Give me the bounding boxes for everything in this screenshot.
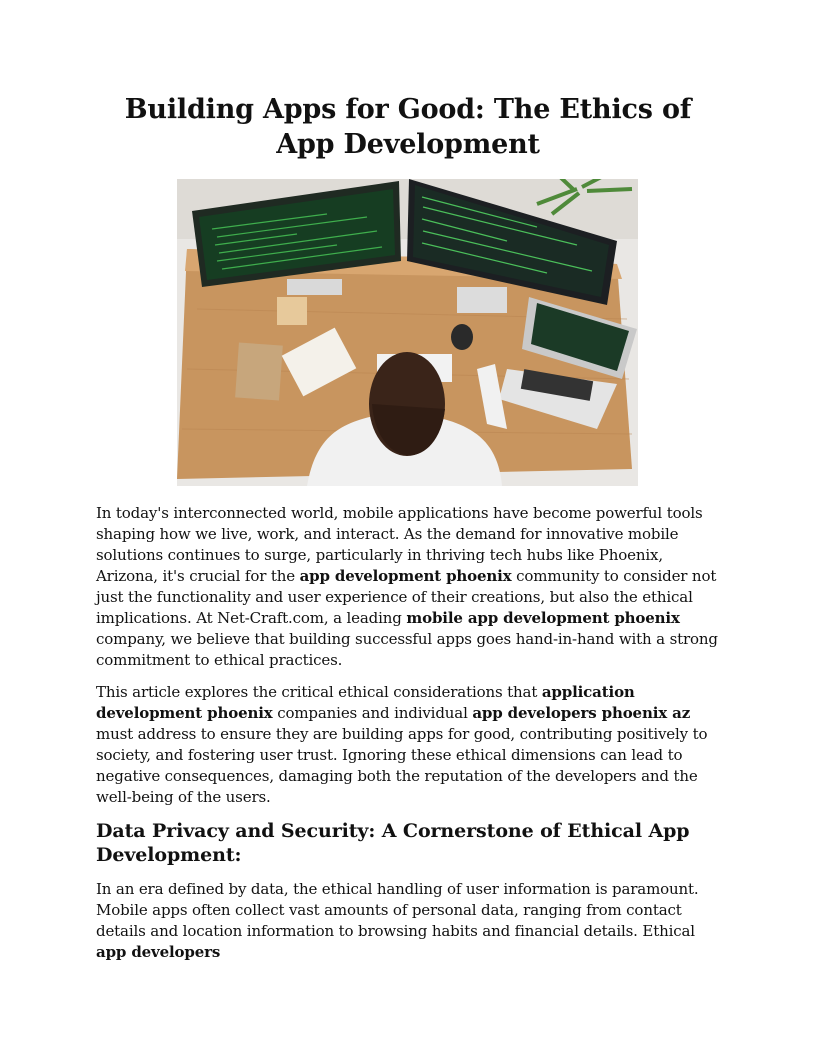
keyword-mobile-app-development-phoenix: mobile app development phoenix <box>406 609 680 627</box>
data-privacy-paragraph: In an era defined by data, the ethical handling of user information is paramount. Mobile apps often collect vast amounts of personal data, ranging from contact details and location information to browsing habits and financial details. Ethical app developers <box>96 880 699 961</box>
keyword-app-developers-phoenix-az: app developers phoenix az <box>472 704 691 722</box>
article-body <box>96 503 720 974</box>
section-heading-data-privacy: Data Privacy and Security: A Cornerstone of Ethical App Development: <box>96 820 690 866</box>
article-title: Building Apps for Good: The Ethics of App Development <box>124 94 692 160</box>
keyword-app-developers: app developers <box>96 943 221 961</box>
hero-image <box>177 179 638 486</box>
keyword-application-development-phoenix: application development phoenix <box>96 683 635 722</box>
overview-paragraph: This article explores the critical ethical considerations that application development phoenix companies and individual app developers phoenix az must address to ensure they are building apps for good, contributing positively to society, and fostering user trust. Ignoring these ethical dimensions can lead to negative consequences, damaging both the reputation of the developers and the well-being of the users. <box>96 683 708 806</box>
developer-desk-illustration <box>177 179 638 486</box>
keyword-app-development-phoenix: app development phoenix <box>299 567 512 585</box>
intro-paragraph: In today's interconnected world, mobile applications have become powerful tools shaping how we live, work, and interact. As the demand for innovative mobile solutions continues to surge, particularly in thriving tech hubs like Phoenix, Arizona, it's crucial for the app development phoenix community to consider not just the functionality and user experience of their creations, but also the ethical implications. At Net-Craft.com, a leading mobile app development phoenix company, we believe that building successful apps goes hand-in-hand with a strong commitment to ethical practices. <box>96 504 718 669</box>
